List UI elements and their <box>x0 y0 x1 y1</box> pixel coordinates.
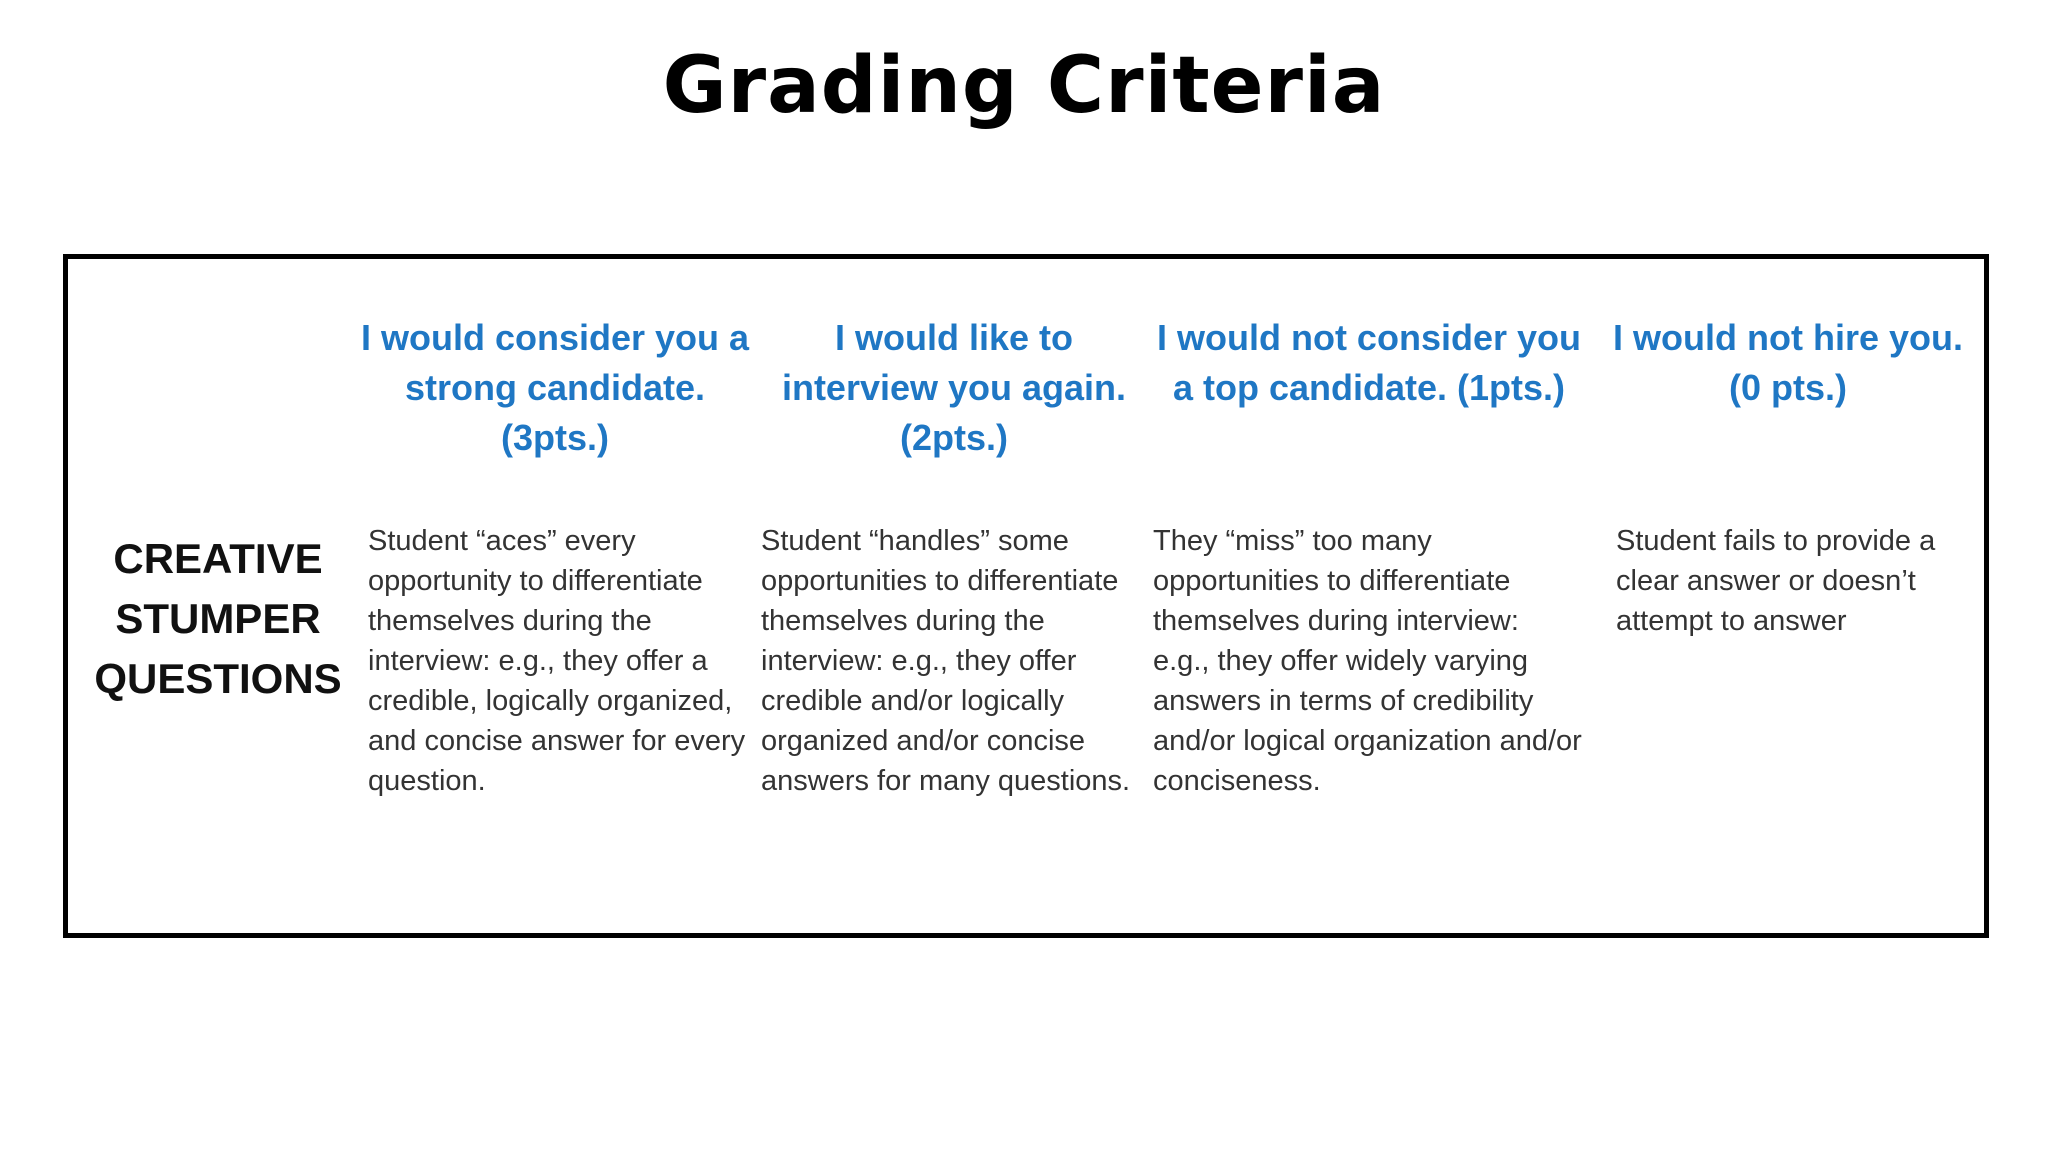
rubric-description-1pts: They “miss” too many opportunities to differentiate themselves during interview: e.g., they offer widely varying answers in terms of credibility and/or logical organization and/or conciseness. <box>1153 525 1582 797</box>
rubric-description-3pts: Student “aces” every opportunity to differentiate themselves during the interview: e.g., they offer a credible, logically organized, and concise answer for every question. <box>368 525 746 797</box>
rubric-table <box>63 254 1989 938</box>
rubric-header-1pts: I would not consider you a top candidate. (1pts.) <box>1156 317 1581 408</box>
rubric-header-3pts: I would consider you a strong candidate. (3pts.) <box>360 317 750 458</box>
rubric-header-2pts: I would like to interview you again. (2pts.) <box>781 317 1127 458</box>
rubric-description-2pts: Student “handles” some opportunities to differentiate themselves during the interview: e.g., they offer credible and/or logically organized and/or concise answers for many questions. <box>761 525 1131 797</box>
rubric-description-0pts: Student fails to provide a clear answer or doesn’t attempt to answer <box>1616 525 1936 637</box>
rubric-header-0pts: I would not hire you. (0 pts.) <box>1613 317 1963 408</box>
page-title: Grading Criteria <box>662 41 1386 131</box>
rubric-row-label: CREATIVE STUMPER QUESTIONS <box>94 535 342 702</box>
